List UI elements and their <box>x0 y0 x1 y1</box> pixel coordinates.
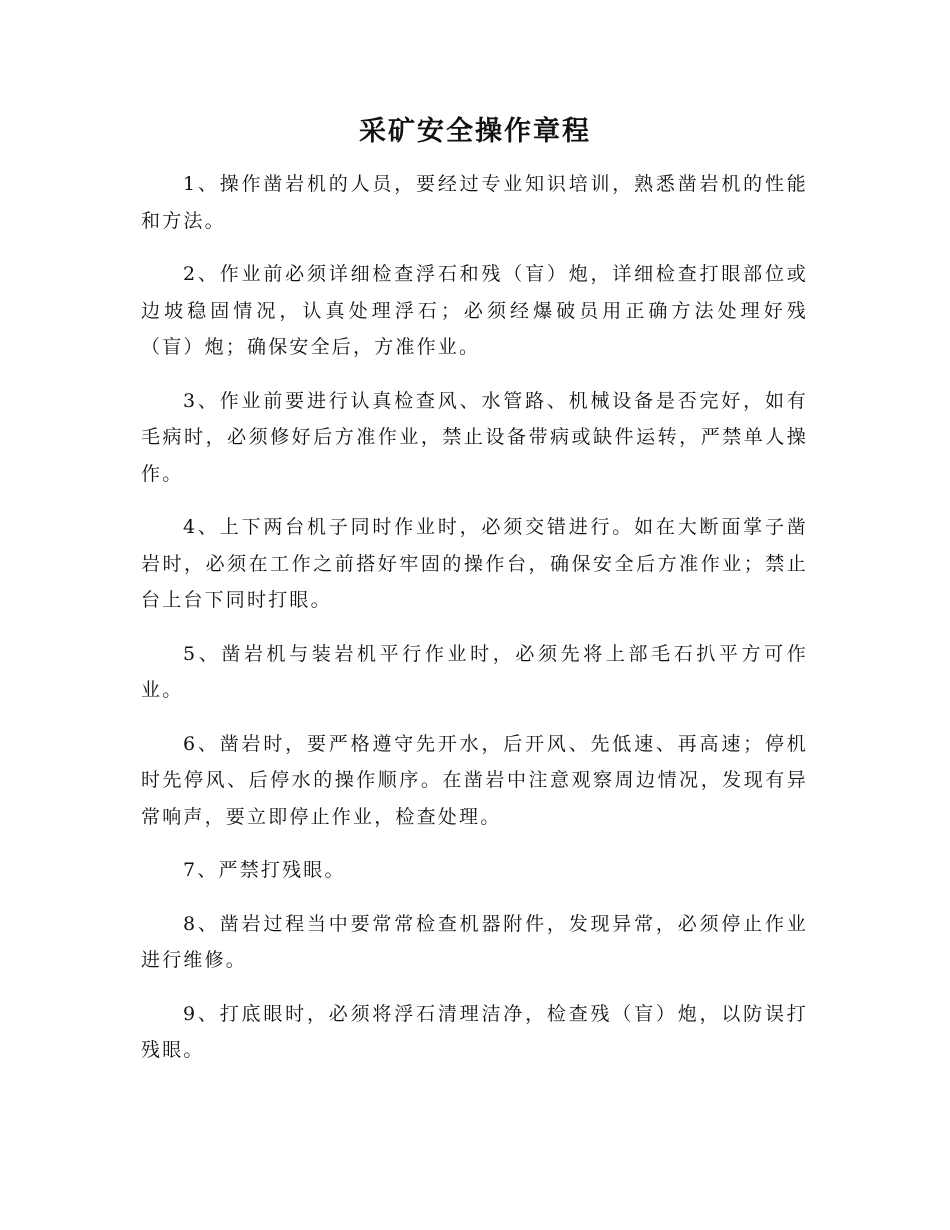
paragraph-4: 4、上下两台机子同时作业时，必须交错进行。如在大断面掌子凿岩时，必须在工作之前搭好牢固的操作台，确保安全后方准作业；禁止台上台下同时打眼。 <box>141 516 808 611</box>
document-title: 采矿安全操作章程 <box>359 116 591 147</box>
paragraph-9: 9、打底眼时，必须将浮石清理洁净，检查残（盲）炮，以防误打残眼。 <box>141 1002 808 1061</box>
document-body <box>141 166 808 1086</box>
paragraph-1: 1、操作凿岩机的人员，要经过专业知识培训，熟悉凿岩机的性能和方法。 <box>141 173 808 232</box>
paragraph-2: 2、作业前必须详细检查浮石和残（盲）炮，详细检查打眼部位或边坡稳固情况，认真处理浮石；必须经爆破员用正确方法处理好残（盲）炮；确保安全后，方准作业。 <box>141 263 808 358</box>
paragraph-6: 6、凿岩时，要严格遵守先开水，后开风、先低速、再高速；停机时先停风、后停水的操作顺序。在凿岩中注意观察周边情况，发现有异常响声，要立即停止作业，检查处理。 <box>141 732 808 828</box>
paragraph-7: 7、严禁打残眼。 <box>183 859 346 881</box>
paragraph-5: 5、凿岩机与装岩机平行作业时，必须先将上部毛石扒平方可作业。 <box>141 642 808 701</box>
paragraph-8: 8、凿岩过程当中要常常检查机器附件，发现异常，必须停止作业进行维修。 <box>141 912 808 971</box>
paragraph-3: 3、作业前要进行认真检查风、水管路、机械设备是否完好，如有毛病时，必须修好后方准作业，禁止设备带病或缺件运转，严禁单人操作。 <box>141 389 808 485</box>
